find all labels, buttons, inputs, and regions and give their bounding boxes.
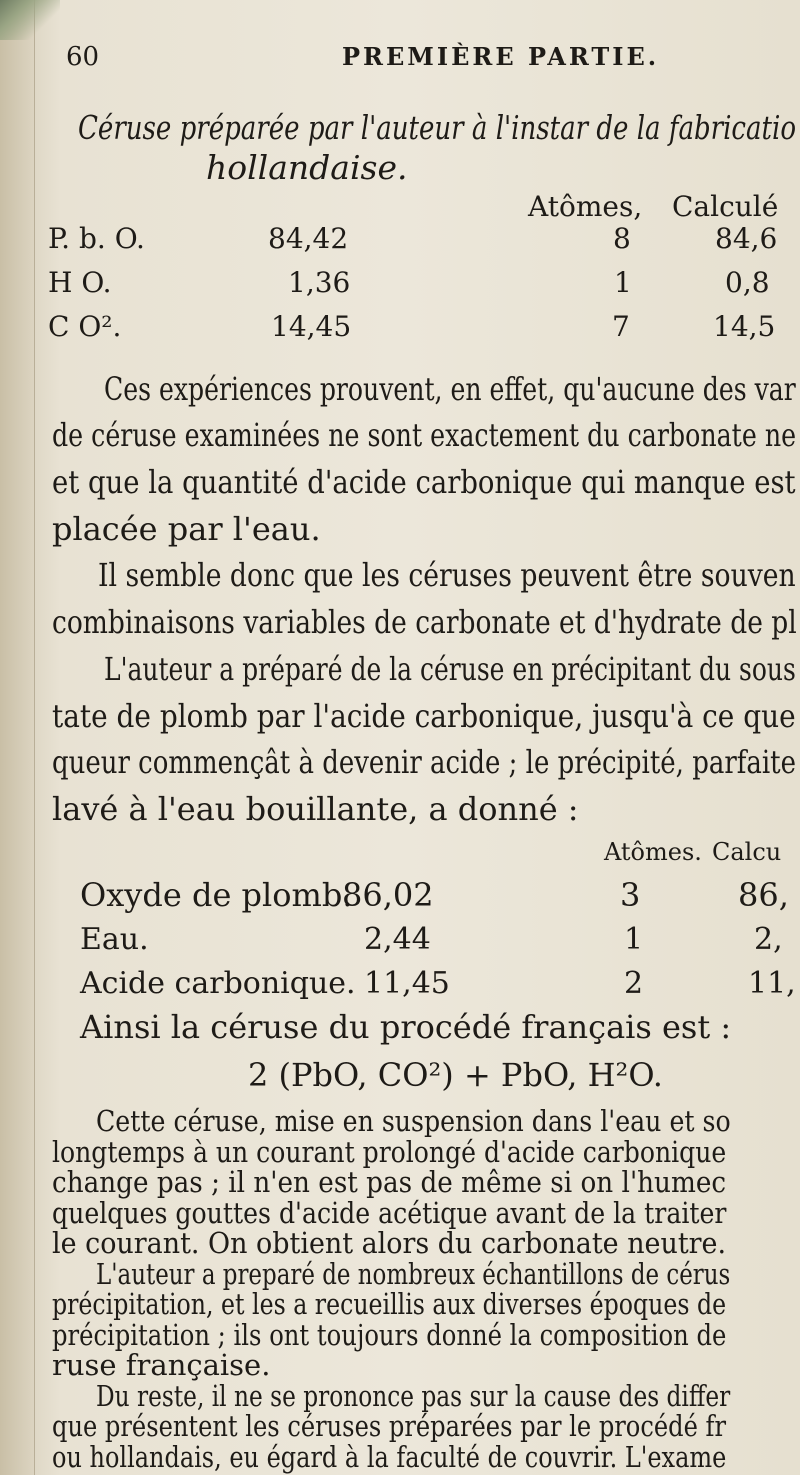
paragraph-line: ruse française. [52,1348,271,1383]
table1-value: 14,45 [271,310,352,343]
table2-calc: 2, [754,922,783,957]
paragraph-line: Cette céruse, mise en suspension dans l'eau et so [96,1103,731,1138]
paragraph-line: ou hollandais, eu égard à la faculté de couvrir. L'exame [52,1440,727,1474]
paragraph-line: de céruse examinées ne sont exactement du carbonate ne [52,416,797,454]
table1-atoms: 7 [612,310,630,343]
paragraph-line: Ces expériences prouvent, en effet, qu'aucune des var [104,370,796,408]
table2-value: 2,44 [364,922,431,957]
paragraph-line: queur commençât à devenir acide ; le précipité, parfaite [52,743,796,781]
table2-atoms: 2 [624,966,644,1001]
paragraph-line: lavé à l'eau bouillante, a donné : [52,790,579,828]
chemical-formula: 2 (PbO, CO²) + PbO, H²O. [248,1056,663,1094]
paragraph-line: L'auteur a preparé de nombreux échantillons de cérus [96,1256,731,1291]
table1-label: P. b. O. [48,222,145,255]
paragraph-line: Du reste, il ne se prononce pas sur la cause des differ [96,1378,731,1413]
table2-value: 11,45 [364,966,450,1001]
table1-atoms: 1 [614,266,632,299]
section-title-line-2: hollandaise. [206,148,408,187]
paragraph-line: précipitation ; ils ont toujours donné la composition de [52,1317,727,1352]
table1-label: C O². [48,310,122,343]
paragraph-line: combinaisons variables de carbonate et d'hydrate de pl [52,603,797,641]
running-title: PREMIÈRE PARTIE. [342,42,660,71]
page-corner-stain [0,0,60,40]
paragraph-line: et que la quantité d'acide carbonique qui manque est [52,463,796,501]
paragraph-line: que présentent les céruses préparées par le procédé fr [52,1409,726,1444]
paragraph-line: tate de plomb par l'acide carbonique, jusqu'à ce que [52,697,796,735]
table2-atoms: 1 [624,922,644,957]
paragraph-line: le courant. On obtient alors du carbonate neutre. [52,1226,727,1261]
table1-header-calcule: Calculé [672,190,779,223]
paragraph-line: change pas ; il n'en est pas de même si on l'humec [52,1165,727,1200]
table2-header-atomes: Atômes. [604,838,702,866]
paragraph-line: quelques gouttes d'acide acétique avant de la traiter [52,1195,727,1230]
paragraph-line: placée par l'eau. [52,510,321,548]
table2-atoms: 3 [620,876,641,914]
table2-label: Acide carbonique. [80,966,356,1001]
page-gutter [0,0,35,1475]
page-number: 60 [66,42,100,72]
table1-calc: 84,6 [715,222,778,255]
table2-value: 86,02 [342,876,434,914]
table1-label: H O. [48,266,112,299]
table2-label: Eau. [80,922,149,957]
table2-calc: 11, [748,966,796,1001]
conclusion-line: Ainsi la céruse du procédé français est : [80,1008,732,1046]
table1-calc: 0,8 [725,266,770,299]
table1-atoms: 8 [613,222,631,255]
paragraph-line: longtemps à un courant prolongé d'acide carbonique [52,1134,727,1169]
table1-header-atomes: Atômes, [528,190,643,223]
paragraph-line: précipitation, et les a recueillis aux diverses époques de [52,1287,727,1322]
table1-calc: 14,5 [713,310,776,343]
table1-value: 1,36 [288,266,351,299]
paragraph-line: Il semble donc que les céruses peuvent être souven [98,556,796,594]
section-title-line-1: Céruse préparée par l'auteur à l'instar de la fabricatio [78,108,797,147]
table2-label: Oxyde de plomb. [80,876,353,914]
table1-value: 84,42 [268,222,349,255]
table2-header-calcul: Calcu [712,838,782,866]
table2-calc: 86, [738,876,789,914]
page-header [0,42,800,82]
paragraph-line: L'auteur a préparé de la céruse en précipitant du sous [104,650,796,688]
